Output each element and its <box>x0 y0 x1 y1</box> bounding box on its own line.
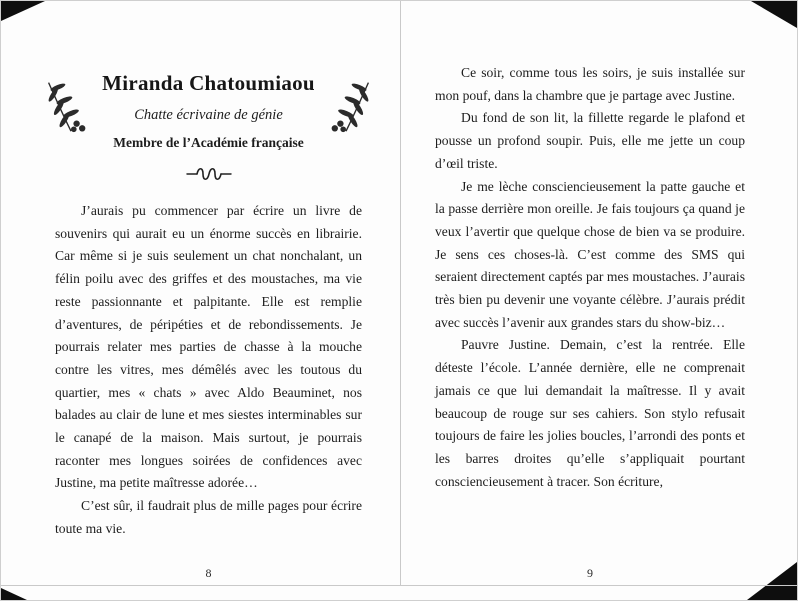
page-number-right: 9 <box>587 566 593 580</box>
scan-corner-top-left <box>1 1 45 21</box>
right-page <box>435 1 745 585</box>
left-page-text <box>55 200 362 541</box>
chapter-header <box>55 71 362 181</box>
page-bottom-edge-line <box>1 585 797 586</box>
paragraph: Du fond de son lit, la fillette regarde le plafond et pousse un profond soupir. Puis, elle me jette un coup d’œil triste. <box>435 110 745 171</box>
page-gutter-line <box>400 1 401 585</box>
character-subtitle: Chatte écrivaine de génie <box>134 107 283 123</box>
left-page <box>55 1 362 585</box>
right-page-text <box>435 62 745 493</box>
scan-corner-bottom-left <box>1 588 27 600</box>
paragraph: C’est sûr, il faudrait plus de mille pages pour écrire toute ma vie. <box>55 498 362 536</box>
character-name-title: Miranda Chatoumiaou <box>102 71 315 95</box>
flourish-divider-icon <box>55 167 362 181</box>
paragraph: Pauvre Justine. Demain, c’est la rentrée. Elle déteste l’école. L’année dernière, elle ne comprenait jamais ce que lui demandait la maîtresse. Il y avait beaucoup de rouge sur ses cahiers. Son stylo refusait toujours de faire les jolies boucles, l’arrondi des ponts et les barres droites qu’elle s’appliquait pourtant consciencieusement à tracer. Son écriture, <box>435 337 745 489</box>
paragraph: J’aurais pu commencer par écrire un livre de souvenirs qui aurait eu un énorme succès en librairie. Car même si je suis seulement un chat nonchalant, un félin poilu avec des griffes et des moustaches, ma vie reste passionnante et palpitante. Elle est remplie d’aventures, de péripéties et de rebondissements. Je pourrais relater mes parties de chasse à la mouche contre les vitres, mes démêlés avec les toutous du quartier, mes « chats » avec Aldo Beauminet, nos balades au clair de lune et mes siestes interminables sur le canapé de la maison. Mais surtout, je pourrais raconter mes longues soirées de confidences avec Justine, ma petite maîtresse adorée… <box>55 203 362 491</box>
scan-corner-bottom-right <box>747 562 797 600</box>
page-number-left: 8 <box>205 566 212 580</box>
paragraph: Ce soir, comme tous les soirs, je suis installée sur mon pouf, dans la chambre que je partage avec Justine. <box>435 65 745 103</box>
olive-branch-left-icon <box>43 75 99 135</box>
scan-corner-top-right <box>751 1 797 28</box>
olive-branch-right-icon <box>318 75 374 135</box>
paragraph: Je me lèche consciencieusement la patte gauche et la passe derrière mon oreille. Je fais toujours ça quand je veux l’avertir que quelque chose de bien va se produire. Je sens ces choses-là. C’est comme des SMS qui seraient directement captés par mes moustaches. J’aurais très bien pu devenir une voyante célèbre. J’aurais prédit avec succès l’avenir aux grandes stars du show-biz… <box>435 178 745 330</box>
character-affiliation: Membre de l’Académie française <box>113 135 304 150</box>
